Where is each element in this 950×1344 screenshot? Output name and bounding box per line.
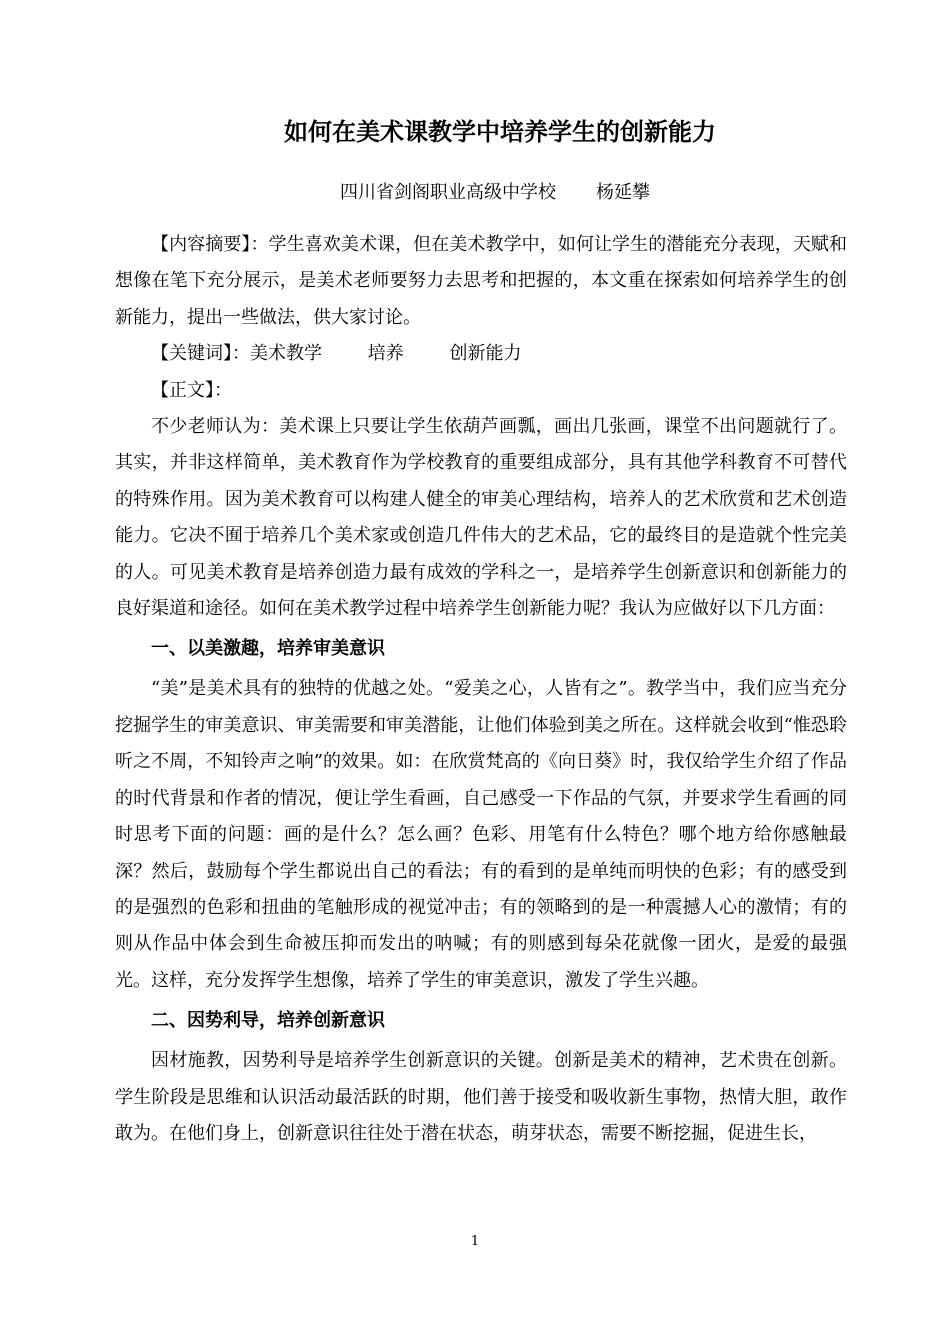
author-line: 四川省剑阁职业高级中学校 杨延攀 <box>339 182 651 203</box>
keywords-line: 【关键词】：美术教学 培养 创新能力 <box>151 343 522 365</box>
document-body <box>115 227 847 1152</box>
document-title: 如何在美术课教学中培养学生的创新能力 <box>284 117 716 146</box>
page-number: 1 <box>470 1234 480 1249</box>
section-paragraph-2: 因材施教，因势利导是培养学生创新意识的关键。创新是美术的精神，艺术贵在创新。学生阶段是思维和认识活动最活跃的时期，他们善于接受和吸收新生事物，热情大胆，敢作敢为。在他们身上，创新意识往往处于潜在状态，萌芽状态，需要不断挖掘，促进生长， <box>115 1050 847 1144</box>
abstract-paragraph: 【内容摘要】：学生喜欢美术课，但在美术教学中，如何让学生的潜能充分表现，天赋和想像在笔下充分展示，是美术老师要努力去思考和把握的，本文重在探索如何培养学生的创新能力，提出一些做法，供大家讨论。 <box>115 234 847 328</box>
intro-paragraph: 不少老师认为：美术课上只要让学生依葫芦画瓢，画出几张画，课堂不出问题就行了。其实，并非这样简单，美术教育作为学校教育的重要组成部分，具有其他学科教育不可替代的特殊作用。因为美术教育可以构建人健全的审美心理结构，培养人的艺术欣赏和艺术创造能力。它决不囿于培养几个美术家或创造几件伟大的艺术品，它的最终目的是造就个性完美的人。可见美术教育是培养创造力最有成效的学科之一，是培养学生创新意识和创新能力的良好渠道和途径。如何在美术教学过程中培养学生创新能力呢？我认为应做好以下几方面： <box>115 416 847 620</box>
section-heading-2: 二、因势利导，培养创新意识 <box>151 1010 385 1032</box>
section-heading-1: 一、以美激趣，培养审美意识 <box>151 638 385 660</box>
body-label: 【正文】： <box>151 379 232 401</box>
section-paragraph-1: “美”是美术具有的独特的优越之处。“爱美之心，人皆有之”。教学当中，我们应当充分挖掘学生的审美意识、审美需要和审美潜能，让他们体验到美之所在。这样就会收到“惟恐聆听之不周，不知铃声之响”的效果。如：在欣赏梵高的《向日葵》时，我仅给学生介绍了作品的时代背景和作者的情况，便让学生看画，自己感受一下作品的气氛，并要求学生看画的同时思考下面的问题：画的是什么？怎么画？色彩、用笔有什么特色？哪个地方给你感触最深？然后，鼓励每个学生都说出自己的看法；有的看到的是单纯而明快的色彩；有的感受到的是强烈的色彩和扭曲的笔触形成的视觉冲击；有的领略到的是一种震撼人心的激情；有的则从作品中体会到生命被压抑而发出的呐喊；有的则感到每朵花就像一团火，是爱的最强光。这样，充分发挥学生想像，培养了学生的审美意识，激发了学生兴趣。 <box>115 678 847 991</box>
